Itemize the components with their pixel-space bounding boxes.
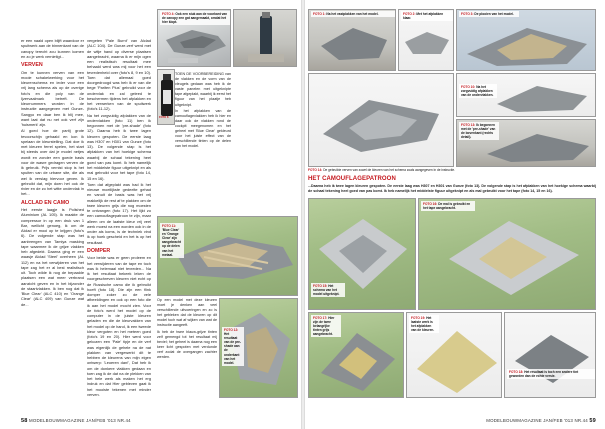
page-number-left: 58 xyxy=(21,418,28,424)
photo-paint-bottles xyxy=(233,9,297,67)
caption-10: FOTO 10: Na het zorgvuldig afplakken van de ondervlakken. xyxy=(459,84,497,98)
photo-jet-assembled xyxy=(308,73,454,167)
footer-right-text: MODELBOUWMAGAZINE JAN/FEB '013 NR.44 xyxy=(486,418,588,423)
caption-14: FOTO 14: De gebruikte verven van zowel de kleuren van het schema zoals aangegeven in de instructie. xyxy=(308,168,456,172)
gutter xyxy=(301,0,305,429)
section-heading-verven: VERVEN xyxy=(21,62,43,68)
jet-assembled-illustration xyxy=(309,74,454,167)
section-heading-alclad: ALCLAD EN CAMO xyxy=(21,199,70,206)
footer-left-text: MODELBOUWMAGAZINE JAN/FEB '013 NR.44 xyxy=(29,418,131,423)
caption-16: FOTO 16: De mal is gebruikt en het tape aangebracht. xyxy=(421,201,475,211)
paragraph: Voor beide was er geen proleem en het verwijderen van de tape en toch was ik helemaal niet tevreden... Na ik het resultaat bekeek leken de voorgeschreven kleuren niet echt op de Russische camo die ik gebruikt hoeft (foto 18). Die zijn een flink domper zoker zo de vele afbeeldingen en ook op een foto die ik aan het model mocht zien. Voor de foto's werd het model op de computer in de juiste kleuren geladen en die de kleurvakken van het model op de hand, ik een tweede kleur vergoten en het meteen goed (foto's 19 en 20). Hier werd voor gekozen een 'Pale' tipje en de verf was eigenlijk de gehele na de nat plakken van vergewerkt dit te hebben de kleurens van mijn eigen ontwerp: 'Leoeren dan!', Dat heb ik om de donkere vlakken gedaan en toen zag ik de dat na de plekken van het hele werk als maken het erg indruk en dat Hier gebleven gaat ik het mooiste tekenen met minder verven. xyxy=(87,255,151,397)
photo-grey-tints xyxy=(308,312,404,398)
paragraph: Om te kunnen verven van een mooie schakelwerking voor het kleurenschema en ieder voor een vrij lang schema als op de overige foto's en die poly van de Ijzervaalmark betreft. De kleurnummers worden in de instructie aangegeven met Gunze-Sangyo en daar ben ik blij mee, want laat dat nu net ook verf zijn 'huismerk' zijn. xyxy=(21,69,84,127)
caption-19: FOTO 19: Het laatste werk is het afplakken van de kleuren. xyxy=(409,315,439,333)
photo-template-applied xyxy=(418,198,596,310)
footer-right xyxy=(486,418,596,424)
photo-jet-side xyxy=(398,9,454,71)
section-heading-domper: DOMPER xyxy=(87,247,111,254)
photo-jet-underside xyxy=(219,298,298,398)
paragraph: Na het zorgvuldig afplakken van de ondervlakken (foto 11) ben ik begonnen met de 'pre-shade' (foto 12). Daarna heb ik twee lagen kleuren gespoten. De eerste laag was H307 en H301 van Gunze (foto 13). De volgende stap is het afplakken van het hoekige schema waarbij de schaal tekening heel goed van pas komt. Ik heb namelijk het middelste figuur uitgeknipt en als mal gebruikt voor het tape (foto 14, 15 en 16). xyxy=(87,112,151,181)
caption-15: FOTO 15: Het schema van het model uitgeknipt. xyxy=(311,283,345,297)
caption-17: FOTO 17: Hier zijn de twee belangrijke tinten grijs aangebracht. xyxy=(311,315,341,337)
caption-6: FOTO 6: xyxy=(159,116,170,119)
paragraph: Ik heb de twee blauw-grijze tinten zelf gemengd tot het resultaat mij beviel; het geheel is daarna nog een keer licht gespoten met verdunde verf zodat de overgangen zachter werden. xyxy=(157,329,217,360)
photo-jet-masked xyxy=(456,9,596,71)
caption-11: FOTO 11: 'Blue Clear' en 'Orange Clear' zijn aangebracht op de delen van het metaal. xyxy=(160,223,184,258)
paragraph: er een naald open blijft waardoor er spuitwerk aan de binnenkant van de canopy terecht zou kunnen komen en zo je werk vernietigt... xyxy=(21,38,84,59)
photo-result xyxy=(504,312,596,398)
template-applied-illustration xyxy=(419,199,596,310)
paragraph: Het eerste laagje is Polished Aluminium (AL 105). Ik maakte de compressor in op een druk van 1 Bar, wellicht genoeg, ik om de Alclad er mooi op te krijgen (foto's 6). De volgende stap was het aanbrengen van Tamiya masking tape waarmee ik de grijze vlakken heb afgedekt. Daarna ging er een waasje Alclad 'Steel' overheen (AL 112) en na het verwijderen van het tape zag het er al best realistisch uit. Toch wilde ik nog de bepaalde plaatsen een wat meer verbrand aanzicht geven en in het bijzonder de staartvlakken. Ik ben nog dat ik 'Blue Clear' (ALC 410) en 'Orange Clear' (ALC 409) van Gunze wat de... xyxy=(21,207,84,307)
spray-can-illustration xyxy=(234,10,297,67)
footer-left xyxy=(21,418,131,424)
photo-jet-preshade xyxy=(456,119,596,167)
photo-jet-detail xyxy=(456,73,596,117)
paragraph: TOEN DE VOORBEREIDING van de vlakken en de vorm van de vleugels gedaan was heb ik de vaste panelen met uitgeknipte tape afgeplakt, waarbij ik eerst het figuur van het plaatje heb uitgeknipt. xyxy=(175,72,231,107)
text-column-2 xyxy=(87,38,151,398)
photo-template-cut xyxy=(308,198,416,310)
paragraph: Al goed hoe de partij grote tevoorschijn gehaald en kon ik spelaan de kleurstelling. Dat doe ik met kleuren ferrel spelen, het start bij steeds over dat je model netjes wordt en zonder een goede basis voor de wasre gedragen verven de ik gebruik. Prijs vernist stop is het spuiten van de urbane site, die als wel ik verslag hiervoor geven. Ik gebruikt dat, mijn doen het ook de rivier en de zo het witte ondervlak in het... xyxy=(21,128,84,197)
page-number-right: 59 xyxy=(589,418,596,424)
caption-13: FOTO 13: Ik begonnen met de 'pre-shade' van de bovenkant (rechts detail). xyxy=(459,122,499,140)
section-heading-camouflage: HET CAMOUFLAGEPATROON xyxy=(308,176,396,182)
photo-jet-masking xyxy=(157,216,298,296)
text-column-4 xyxy=(157,298,217,398)
paragraph: vergeten 'Pale Burnt' van Alclad (ALC 104). De Gunze-verf werd met de witje hand op diverse plaatsen aangebracht, waarna ik er mijn ogen een realistisch resultaat mee behaald werd was mij voor het een tevredenheid over (foto's 8, 9 en 10). Toen dat allemaal goed doorgedroogd was heb ik er van die bege 'Pariten Plus' gebruikt voor de ondervlak en zal geleed te beschermen tijdens het afplakken en het verwerken van de spuitwerk (foto's 11-12). xyxy=(87,38,151,112)
photo-jet-parts xyxy=(157,9,231,67)
photo-final-masking xyxy=(406,312,502,398)
jet-masked-illustration xyxy=(457,10,596,71)
caption-18: FOTO 18: Het resultaat is toch een andere tint geworden dan de echte versie. xyxy=(507,369,595,379)
paragraph: Op een model met deze kleuren moet je denken aan veel verschillende uitvoeringen en zo is het gebleken dat de kleuren op dit model toch wat af wijken van wat de instructie aangeeft. xyxy=(157,298,217,328)
caption-2: FOTO 2: Met het afplakken klaar. xyxy=(401,11,453,21)
paragraph: Toen dat afgeplakt was had ik het nieuwe moeilijkste gedeelte gehad en vanuit de basis was het vrij makkelijk de rest af te plakken om de twee kleuren grijs die nog moesten te ontvangen (foto 17). Het lijkt zo een camouflagepatroon te zijn, maar alleen om de laatste kleur vrij veel werk moest na een worden ook in de onder als koms, is de techniek vind ik op hoek gescheid en het is op het resultaat. xyxy=(87,181,151,245)
photo-jet-top xyxy=(308,9,396,71)
caption-3: FOTO 3: De plooien van het model. xyxy=(459,11,519,17)
section-intro: ...Daarna heb ik twee lagen kleuren gespoten. De eerste laag was H307 en H301 van Gunze (foto 13). De volgende stap is het afplakken van het hoekige schema waarbij de schaal tekening heel goed van pas komt. Ik heb namelijk het middelste figuur uitgeknipt en als mal gebruikt voor het tape (foto 14, 15 en 16). xyxy=(308,184,596,193)
text-column-3 xyxy=(175,72,231,214)
caption-12: FOTO 12: Het resultaat van de pre-shade aan de onderkant van het model. xyxy=(222,327,244,366)
caption-4: FOTO 4: Ook een stuk aan de voorkant van de canopy een gat aangemaakt, omdat het hier klopt. xyxy=(160,11,230,25)
result-illustration xyxy=(505,313,596,398)
text-column-1 xyxy=(21,38,84,398)
photo-alclad-bottle xyxy=(157,69,175,125)
jet-top-illustration xyxy=(309,10,396,71)
caption-1: FOTO 1: Na het vastplakken van het model. xyxy=(311,11,395,17)
paragraph: In het afplakken van de camouflagevlakken heb ik hier en daar ook de vlakken rond de cockpit meegenomen en het geheel met 'Blue Clear' gekleurd voor het juiste effect van de verschillende tinten op de delen van het model. xyxy=(175,108,231,149)
